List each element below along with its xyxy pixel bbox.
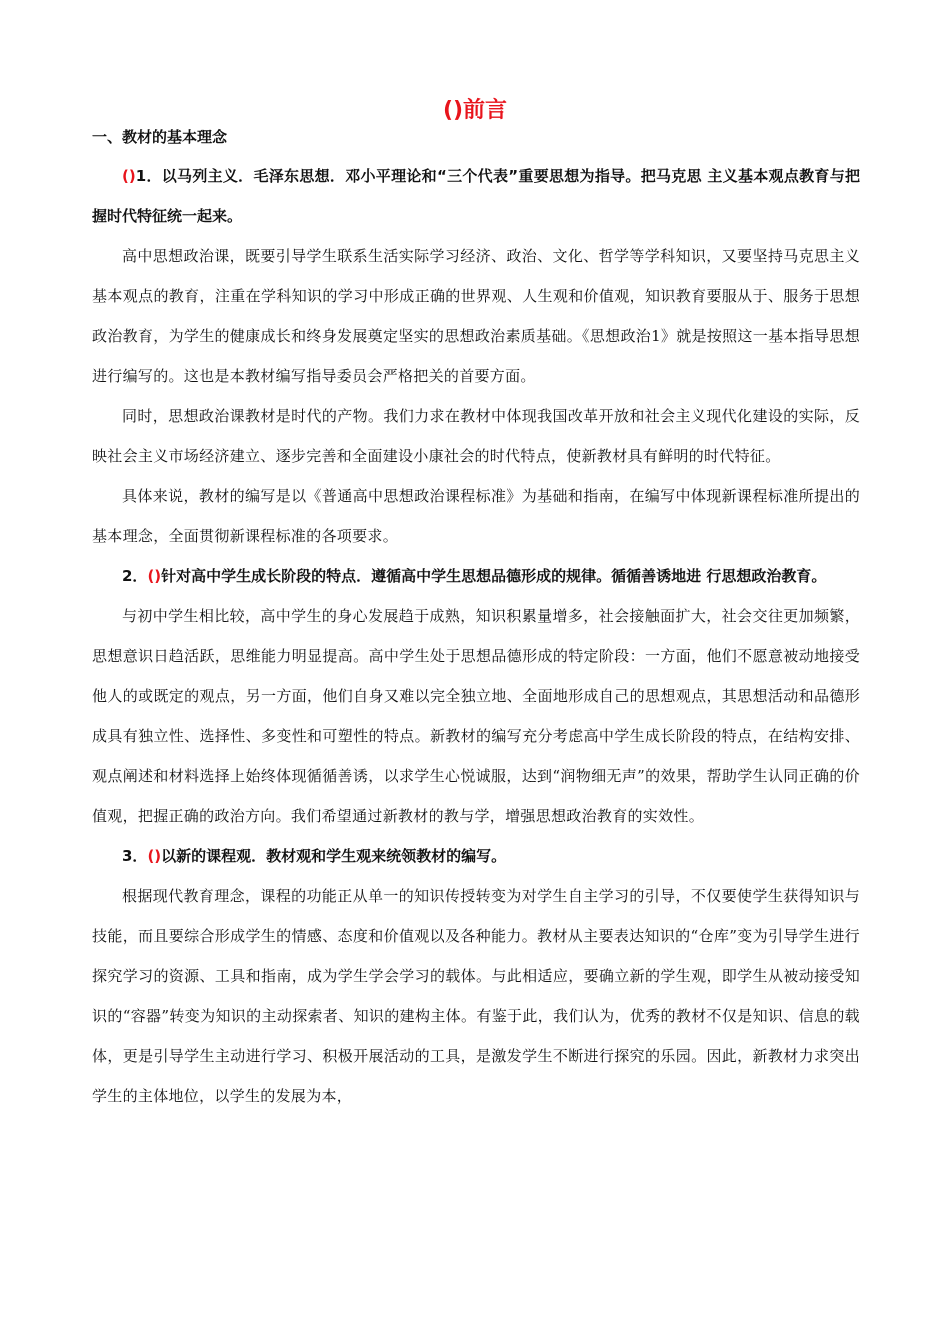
principle-3-prefix: 3． (122, 847, 148, 865)
principle-3-paragraph-1: 根据现代教育理念，课程的功能正从单一的知识传授转变为对学生自主学习的引导，不仅要使学生获得知识与技能，而且要综合形成学生的情感、态度和价值观以及各种能力。教材从主要表达知识的“仓库”变为引导学生进行探究学习的资源、工具和指南，成为学生学会学习的载体。与此相适应，要确立新的学生观，即学生从被动接受知识的“容器”转变为知识的主动探索者、知识的建构主体。有鉴于此，我们认为，优秀的教材不仅是知识、信息的载体，更是引导学生主动进行学习、积极开展活动的工具，是激发学生不断进行探究的乐园。因此，新教材力求突出学生的主体地位，以学生的发展为本， (92, 887, 860, 1105)
page-title (0, 96, 950, 126)
principle-1-heading (92, 156, 860, 236)
principle-3-paren: () (147, 847, 162, 865)
principle-3-text: 以新的课程观．教材观和学生观来统领教材的编写。 (161, 847, 507, 865)
principle-1-text: 1．以马列主义．毛泽东思想．邓小平理论和“三个代表”重要思想为指导。把马克思 主义基本观点教育与把握时代特征统一起来。 (92, 167, 860, 225)
principle-2-heading (92, 556, 860, 596)
principle-2-paren: () (147, 567, 162, 585)
principle-1-paragraph-2: 同时，思想政治课教材是时代的产物。我们力求在教材中体现我国改革开放和社会主义现代化建设的实际，反映社会主义市场经济建立、逐步完善和全面建设小康社会的时代特点，使新教材具有鲜明的时代特征。 (92, 407, 860, 465)
principle-1-paren: () (122, 167, 136, 185)
principle-2-paragraph-1: 与初中学生相比较，高中学生的身心发展趋于成熟，知识积累量增多，社会接触面扩大，社会交往更加频繁，思想意识日趋活跃，思维能力明显提高。高中学生处于思想品德形成的特定阶段：一方面，他们不愿意被动地接受他人的或既定的观点，另一方面，他们自身又难以完全独立地、全面地形成自己的思想观点，其思想活动和品德形成具有独立性、选择性、多变性和可塑性的特点。新教材的编写充分考虑高中学生成长阶段的特点，在结构安排、观点阐述和材料选择上始终体现循循善诱，以求学生心悦诚服，达到“润物细无声”的效果，帮助学生认同正确的价值观，把握正确的政治方向。我们希望通过新教材的教与学，增强思想政治教育的实效性。 (92, 607, 860, 825)
section-heading: 一、教材的基本理念 (92, 128, 228, 146)
principle-2-text: 针对高中学生成长阶段的特点．遵循高中学生思想品德形成的规律。循循善诱地进 行思想政治教育。 (161, 567, 827, 585)
principle-2-prefix: 2． (122, 567, 148, 585)
title-text: 前言 (463, 98, 508, 123)
principle-3-heading (92, 836, 860, 876)
title-paren: () (442, 98, 464, 123)
document-body (92, 156, 860, 1116)
principle-1-paragraph-3: 具体来说，教材的编写是以《普通高中思想政治课程标准》为基础和指南，在编写中体现新课程标准所提出的基本理念，全面贯彻新课程标准的各项要求。 (92, 487, 860, 545)
principle-1-paragraph-1: 高中思想政治课，既要引导学生联系生活实际学习经济、政治、文化、哲学等学科知识，又要坚持马克思主义基本观点的教育，注重在学科知识的学习中形成正确的世界观、人生观和价值观，知识教育要服从于、服务于思想政治教育，为学生的健康成长和终身发展奠定坚实的思想政治素质基础。《思想政治1》就是按照这一基本指导思想进行编写的。这也是本教材编写指导委员会严格把关的首要方面。 (92, 247, 860, 385)
